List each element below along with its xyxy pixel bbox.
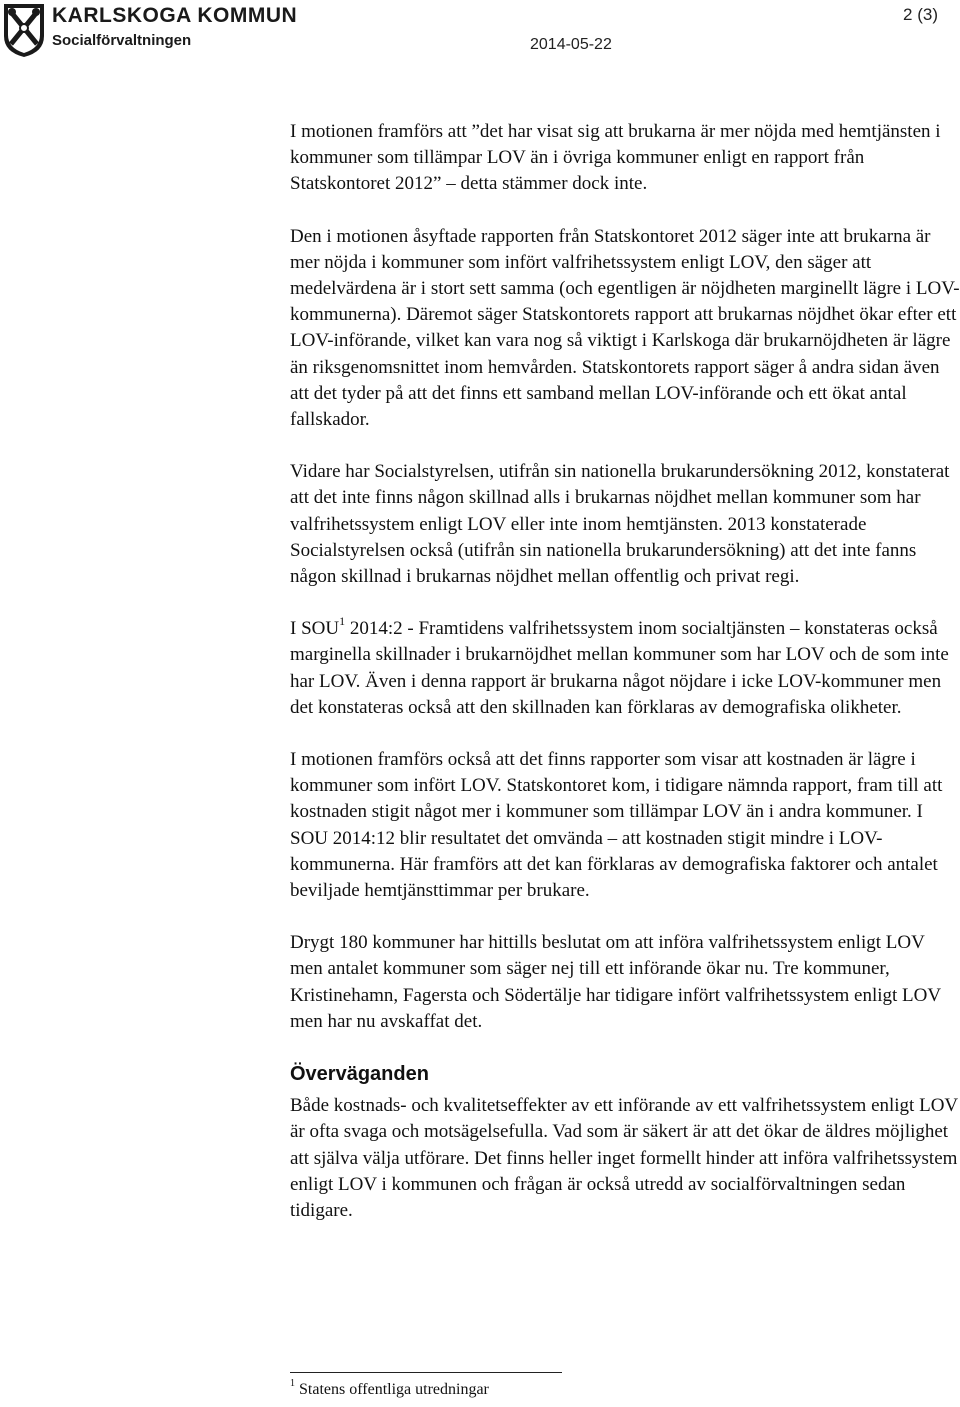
footnote xyxy=(290,1377,489,1399)
paragraph-municipalities: Drygt 180 kommuner har hittills beslutat om att införa valfrihetssystem enligt LOV men antalet kommuner som säger nej till ett införande ökar nu. Tre kommuner, Kristinehamn, Fagersta och Södertälje har tidigare infört valfrihetssystem enligt LOV men har nu avskaffat det. xyxy=(290,932,941,1032)
sou-text: 2014:2 - Framtidens valfrihetssystem inom socialtjänsten – konstateras också marginella skillnader i brukarnöjdhet mellan kommuner som har LOV och de som inte har LOV. Även i denna rapport är brukarna något nöjdare i icke LOV-kommuner men det konstateras också att den skillnaden kan förklaras av demografiska olikheter. xyxy=(290,618,949,718)
page-number: 2 (3) xyxy=(903,5,938,24)
document-body xyxy=(290,119,960,1224)
paragraph-motion-claim: I motionen framförs att ”det har visat sig att brukarna är mer nöjda med hemtjänsten i kommuner som tillämpar LOV än i övriga kommuner enligt en rapport från Statskontoret 2012” – detta stämmer dock inte. xyxy=(290,121,941,195)
paragraph-cost: I motionen framförs också att det finns rapporter som visar att kostnaden är lägre i kommuner som infört LOV. Statskontoret kom, i tidigare nämnda rapport, fram till att kostnaden stigit något mer i kommuner som tillämpar LOV än i andra kommuner. I SOU 2014:12 blir resultatet det omvända – att kostnaden stigit mindre i LOV-kommunerna. Här framförs att det kan förklaras av demografiska faktorer och antalet beviljade hemtjänsttimmar per brukare. xyxy=(290,749,943,902)
paragraph-sou-2014-2 xyxy=(290,613,960,721)
organization-name: KARLSKOGA KOMMUN xyxy=(52,4,298,27)
footnote-divider xyxy=(290,1372,562,1373)
footnote-text: Statens offentliga utredningar xyxy=(299,1381,489,1398)
paragraph-socialstyrelsen: Vidare har Socialstyrelsen, utifrån sin nationella brukarundersökning 2012, konstaterat att det inte finns någon skillnad alls i brukarnas nöjdhet mellan kommuner som har valfrihetssystem enligt LOV eller inte inom hemtjänsten. 2013 konstaterade Socialstyrelsen också (utifrån sin nationella brukarundersökning) att det inte fanns någon skillnad i brukarnas nöjdhet mellan offentlig och privat regi. xyxy=(290,461,950,588)
footnote-number: 1 xyxy=(290,1377,295,1389)
department-name: Socialförvaltningen xyxy=(52,32,192,49)
paragraph-considerations: Både kostnads- och kvalitetseffekter av ett införande av ett valfrihetssystem enligt LOV är ofta svaga och motsägelsefulla. Vad som är säkert är att det ökar de äldres möjlighet att själva välja utförare. Det finns heller inget formellt hinder att införa valfrihetssystem enligt LOV i kommunen och frågan är också utredd av socialförvaltningen sedan tidigare. xyxy=(290,1095,958,1221)
paragraph-statskontoret-report: Den i motionen åsyftade rapporten från Statskontoret 2012 säger inte att brukarna är mer nöjda i kommuner som infört valfrihetssystem enligt LOV, den säger att medelvärdena är i stort sett samma (och egentligen är nöjdheten marginellt lägre i LOV-kommunerna). Däremot säger Statskontorets rapport att brukarnas nöjdhet ökar efter ett LOV-införande, vilket kan vara nog så viktigt i Karlskoga där brukarnöjdheten är lägre än riksgenomsnittet inom hemvården. Statskontorets rapport säger å andra sidan även att det tyder på att det finns ett samband mellan LOV-införande och ett ökat antal fallskador. xyxy=(290,225,960,431)
document-date: 2014-05-22 xyxy=(530,36,612,53)
municipality-emblem-icon xyxy=(2,2,46,58)
karlskoga-logo xyxy=(0,0,298,62)
sou-prefix: I SOU xyxy=(290,618,340,640)
footnote-reference: 1 xyxy=(339,613,346,628)
section-heading-overvaganden: Överväganden xyxy=(290,1063,429,1086)
